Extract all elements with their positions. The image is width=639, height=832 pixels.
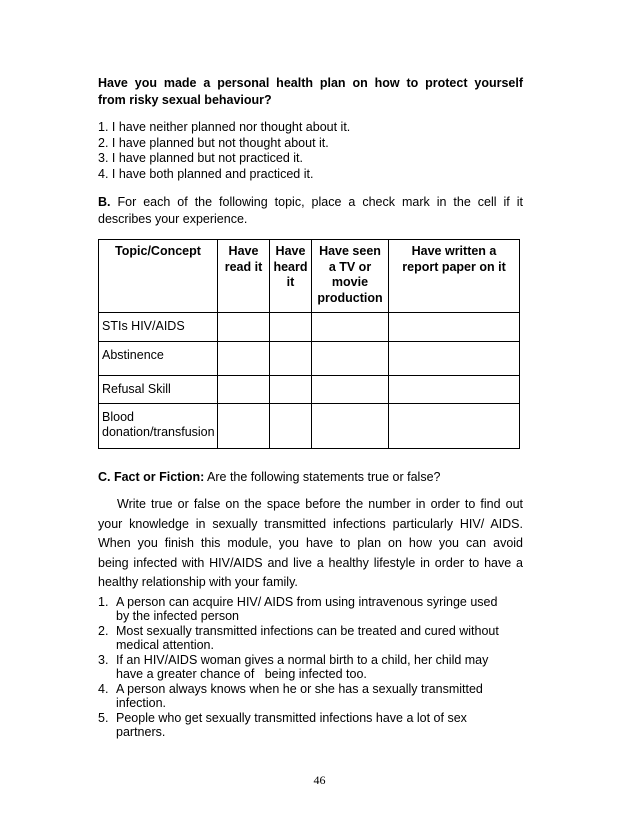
table-header-row bbox=[99, 240, 520, 313]
list-item bbox=[98, 654, 538, 681]
option-2: 2. I have planned but not thought about it. bbox=[98, 135, 329, 150]
header-have-written-report bbox=[389, 240, 520, 313]
item-text: A person always knows when he or she has a sexually transmitted bbox=[116, 682, 483, 696]
header-text: a TV or bbox=[328, 259, 372, 274]
health-plan-question bbox=[98, 75, 523, 109]
section-c-text: Are the following statements true or false? bbox=[204, 470, 441, 484]
header-topic-concept bbox=[99, 240, 218, 313]
check-cell[interactable] bbox=[312, 404, 389, 449]
header-text: report paper on it bbox=[402, 259, 506, 274]
item-text: by the infected person bbox=[116, 608, 239, 623]
answer-options bbox=[98, 120, 523, 182]
question-line-2: from risky sexual behaviour? bbox=[98, 93, 272, 107]
header-text: movie bbox=[331, 275, 369, 289]
page-number: 46 bbox=[313, 773, 326, 787]
section-b-text: For each of the following topic, place a check mark in the cell if it bbox=[110, 195, 523, 209]
list-item bbox=[98, 625, 538, 652]
item-text: have a greater chance of being infected too. bbox=[116, 666, 367, 681]
check-cell[interactable] bbox=[312, 342, 389, 376]
item-number: 2. bbox=[98, 624, 109, 638]
statement-list bbox=[98, 596, 538, 741]
header-text: Topic/Concept bbox=[115, 244, 201, 258]
item-text: If an HIV/AIDS woman gives a normal birth to a child, her child may bbox=[116, 653, 489, 667]
check-cell[interactable] bbox=[270, 342, 312, 376]
check-cell[interactable] bbox=[218, 376, 270, 404]
header-text: read it bbox=[224, 259, 263, 274]
item-text: medical attention. bbox=[116, 637, 214, 652]
item-number: 5. bbox=[98, 711, 109, 725]
header-have-seen-tv bbox=[312, 240, 389, 313]
option-1: 1. I have neither planned nor thought about it. bbox=[98, 120, 351, 134]
check-cell[interactable] bbox=[389, 313, 520, 342]
item-text: People who get sexually transmitted infections have a lot of sex bbox=[116, 711, 467, 725]
section-c-heading bbox=[98, 469, 523, 486]
instructions-paragraph bbox=[98, 495, 523, 593]
paragraph-line: your knowledge in sexually transmitted infections particularly HIV/ AIDS. bbox=[98, 516, 523, 531]
table-row bbox=[99, 342, 520, 376]
topic-text: Blood bbox=[102, 410, 134, 424]
list-item bbox=[98, 712, 538, 739]
item-number: 4. bbox=[98, 682, 109, 696]
section-b-label: B. bbox=[98, 195, 111, 209]
header-text: Have written a bbox=[411, 244, 497, 258]
paragraph-line: healthy relationship with your family. bbox=[98, 575, 298, 589]
topic-cell: STIs HIV/AIDS bbox=[99, 313, 218, 342]
check-cell[interactable] bbox=[218, 404, 270, 449]
option-3: 3. I have planned but not practiced it. bbox=[98, 151, 303, 165]
question-line-1: Have you made a personal health plan on how to protect yourself bbox=[98, 76, 523, 90]
check-cell[interactable] bbox=[218, 342, 270, 376]
header-text: heard bbox=[273, 259, 308, 274]
check-cell[interactable] bbox=[270, 404, 312, 449]
check-cell[interactable] bbox=[270, 313, 312, 342]
topic-cell bbox=[99, 404, 218, 449]
check-cell[interactable] bbox=[218, 313, 270, 342]
table-row bbox=[99, 376, 520, 404]
item-number: 3. bbox=[98, 653, 109, 667]
check-cell[interactable] bbox=[389, 376, 520, 404]
item-text: infection. bbox=[116, 695, 167, 710]
topic-text: donation/transfusion bbox=[102, 425, 215, 439]
header-have-heard-it bbox=[270, 240, 312, 313]
header-text: Have bbox=[275, 244, 306, 258]
paragraph-line: being infected with HIV/AIDS and live a healthy lifestyle in order to have a bbox=[98, 555, 523, 570]
check-cell[interactable] bbox=[312, 376, 389, 404]
header-text: production bbox=[317, 290, 383, 305]
check-cell[interactable] bbox=[312, 313, 389, 342]
paragraph-line: When you finish this module, you have to plan on how you can avoid bbox=[98, 536, 523, 550]
item-text: Most sexually transmitted infections can be treated and cured without bbox=[116, 624, 499, 638]
item-text: partners. bbox=[116, 724, 166, 739]
section-b-instructions bbox=[98, 194, 523, 228]
header-text: Have seen bbox=[319, 244, 381, 258]
experience-table bbox=[98, 239, 520, 449]
option-4: 4. I have both planned and practiced it. bbox=[98, 166, 314, 181]
section-b-line-2: describes your experience. bbox=[98, 212, 248, 226]
item-text: A person can acquire HIV/ AIDS from using intravenous syringe used bbox=[116, 595, 498, 609]
check-cell[interactable] bbox=[270, 376, 312, 404]
list-item bbox=[98, 683, 538, 710]
section-b-line-1 bbox=[98, 194, 523, 211]
table-row bbox=[99, 313, 520, 342]
topic-cell: Abstinence bbox=[99, 342, 218, 376]
header-have-read-it bbox=[218, 240, 270, 313]
item-number: 1. bbox=[98, 595, 109, 609]
check-cell[interactable] bbox=[389, 342, 520, 376]
check-cell[interactable] bbox=[389, 404, 520, 449]
header-text: it bbox=[286, 275, 295, 289]
paragraph-line: Write true or false on the space before the number in order to find out bbox=[117, 497, 523, 511]
header-text: Have bbox=[228, 244, 259, 258]
list-item bbox=[98, 596, 538, 623]
table-row bbox=[99, 404, 520, 449]
topic-cell: Refusal Skill bbox=[99, 376, 218, 404]
section-c-label: C. Fact or Fiction: bbox=[98, 470, 205, 484]
